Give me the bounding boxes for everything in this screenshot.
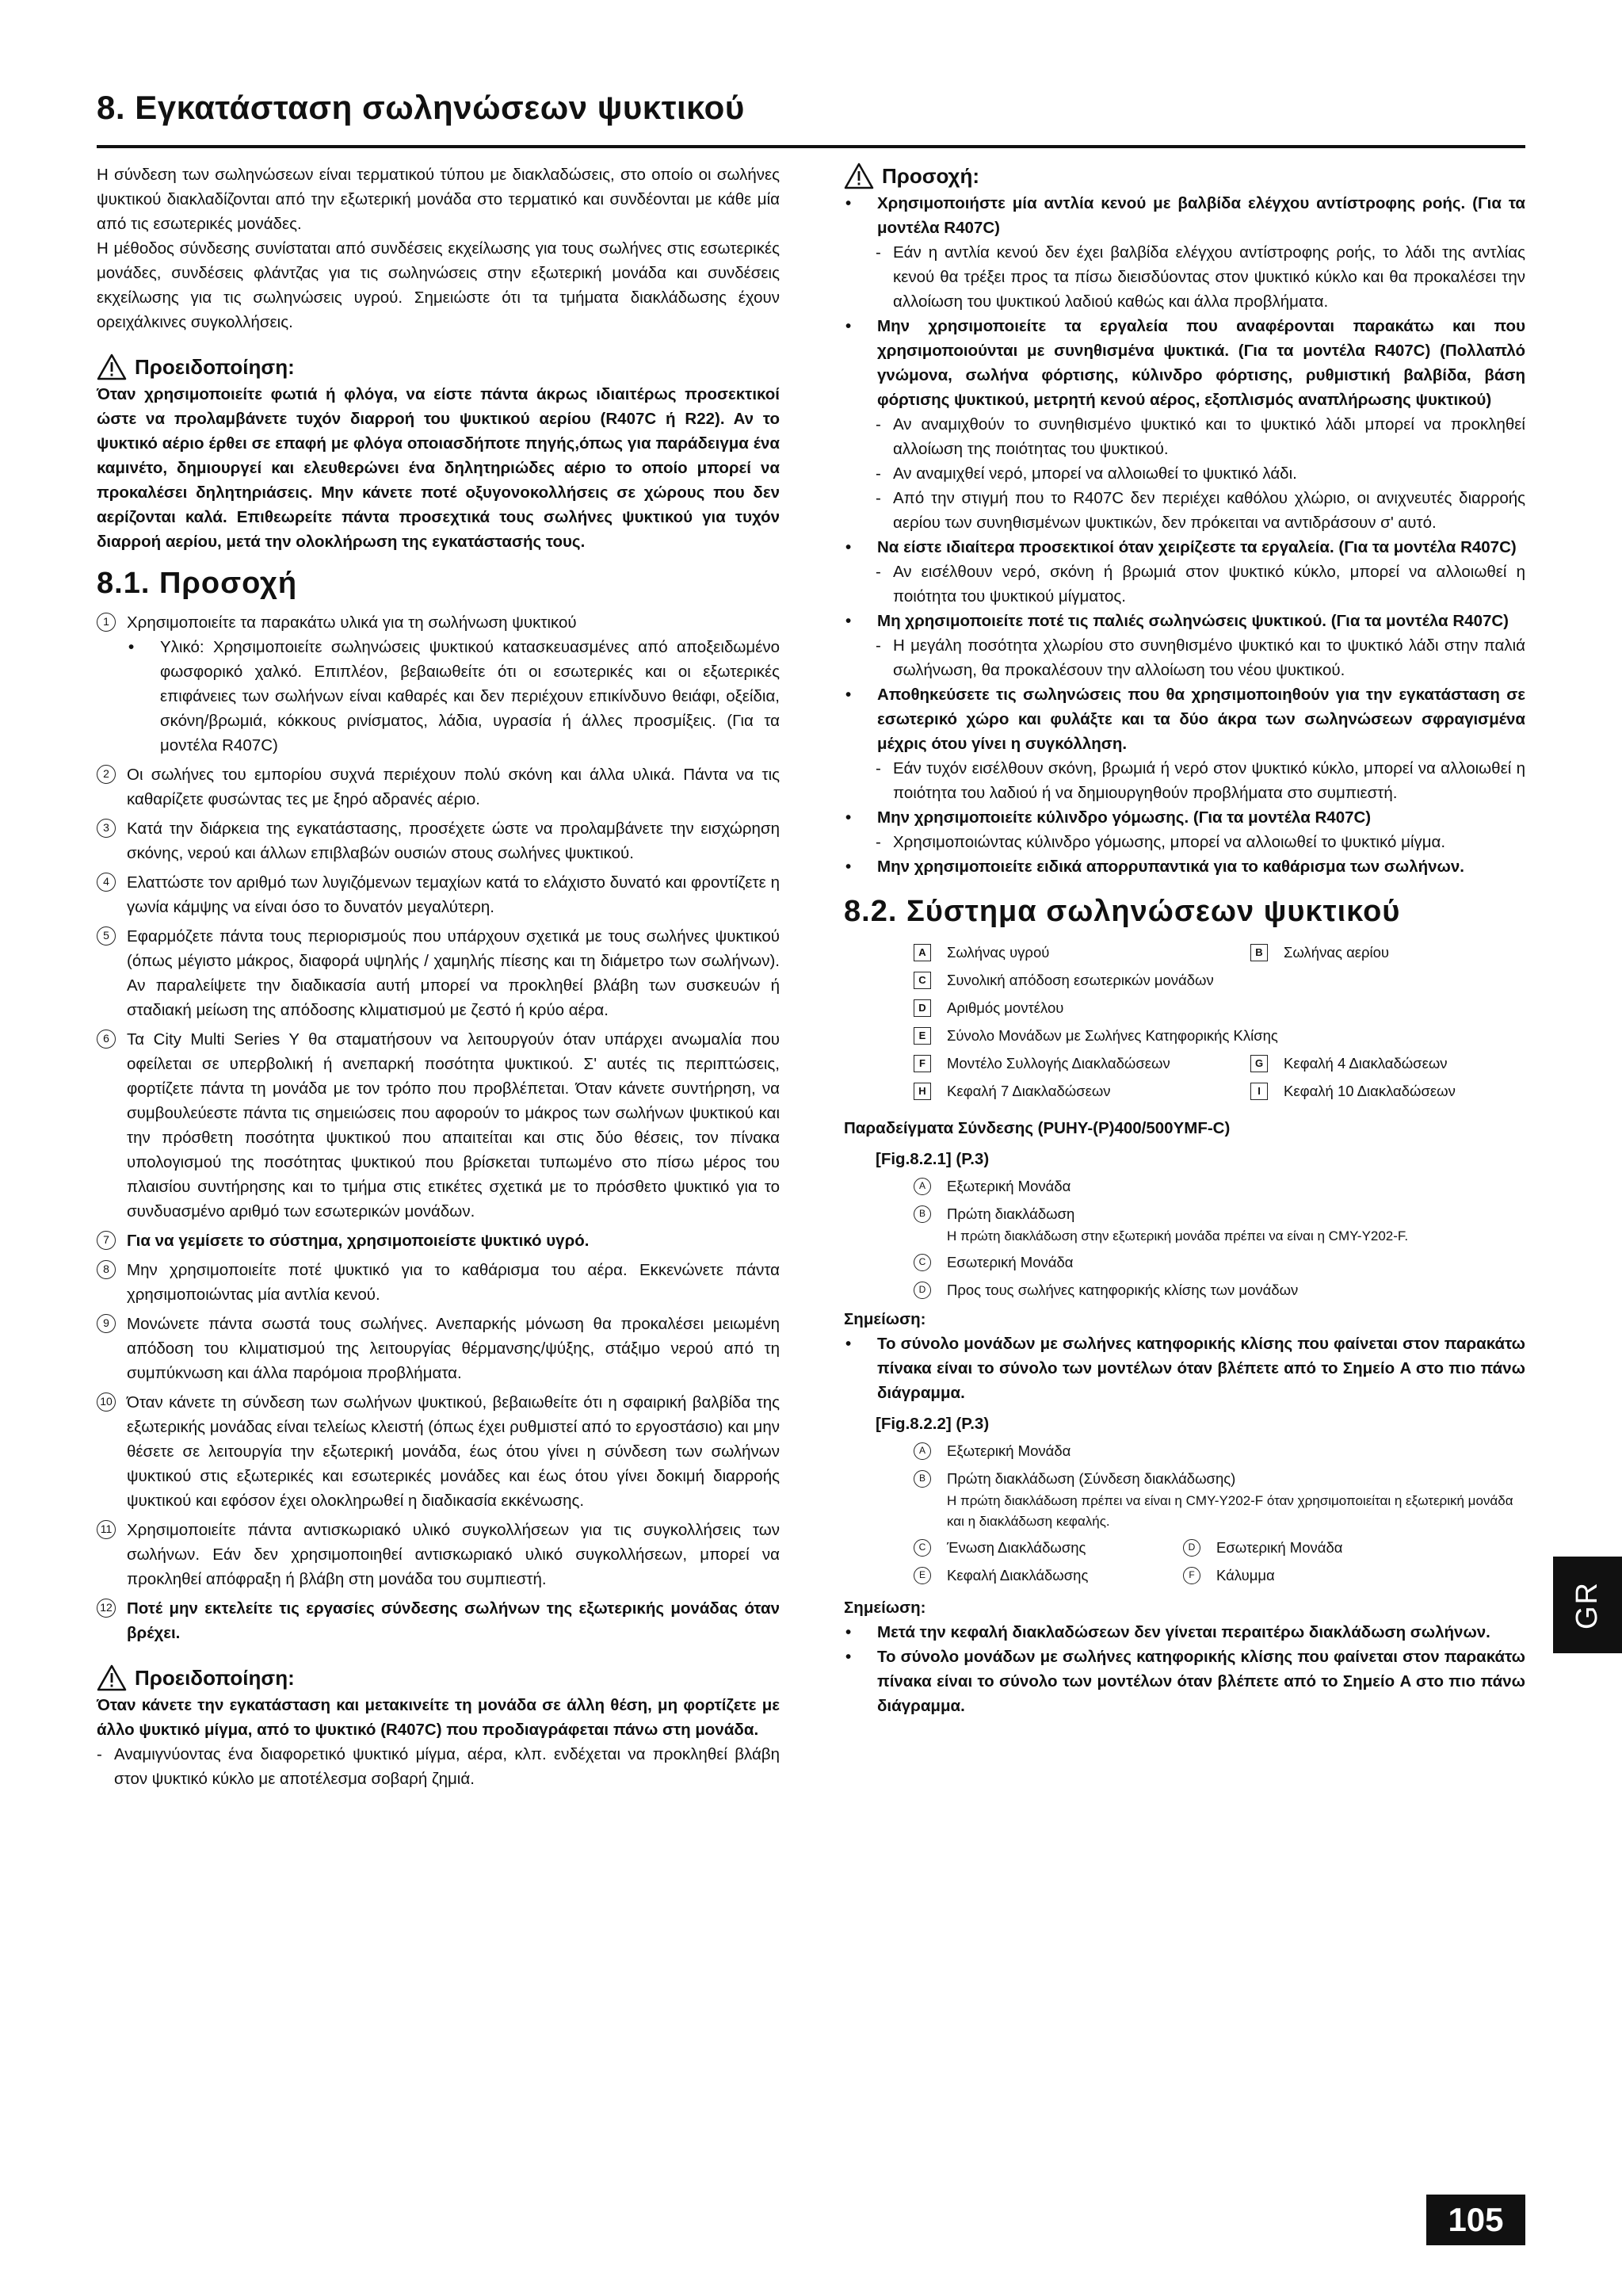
item-number: 12 [97,1599,116,1618]
figure-legend-item [914,1251,1525,1274]
dash-item: - Από την στιγμή που το R407C δεν περιέχει καθόλου χλώριο, οι ανιχνευτές διαρροής αερίου των συνηθισμένων ψυκτικών, δεν πρόκειται να αντιδράσουν σ' αυτό. [876,486,1525,535]
list-item [97,816,780,865]
legend-key-icon: C [914,1254,931,1271]
figure-legend-item [914,1278,1525,1302]
legend-text: Σωλήνας αερίου [1284,944,1390,961]
caution-bullet [844,535,1525,560]
legend-text: Αριθμός μοντέλου [947,999,1064,1016]
warning-heading [97,353,780,380]
legend-text: Εξωτερική Μονάδα [947,1442,1071,1459]
item-text: Χρησιμοποιείτε πάντα αντισκωριακό υλικό συγκολλήσεων για τις συγκολλήσεις των σωλήνων. Εάν δεν χρησιμοποιηθεί αντισκωριακό υλικό συγκολλήσεων, μπορεί να προκληθεί απόφραξη ή βλάβη στη μονάδα του συμπιεστή. [127,1521,780,1588]
item-text: Εφαρμόζετε πάντα τους περιορισμούς που υπάρχουν σχετικά με τους σωλήνες ψυκτικού (όπως μέγιστο μάκρος, διαφορά υψηλής / χαμηλής πίεσης και τη διάμετρο των σωλήνων). Αν παραλείψετε την διαδικασία αυτή μπορεί να προκληθεί βλάβη των συσκευών ή σταδιακή μείωση της απόδοσης κλιματισμού με ζεστό ή κρύο αέρα. [127,927,780,1019]
legend-note: Η πρώτη διακλάδωση πρέπει να είναι η CMY-Y202-F όταν χρησιμοποιείται η εξωτερική μονάδα και η διακλάδωση κεφαλής. [947,1493,1513,1529]
figure-legend-item [914,1175,1525,1198]
legend-key-icon: A [914,1442,931,1460]
legend-item [914,966,1214,994]
bullet-dot-icon: • [845,612,852,630]
figure-legend-item [914,1564,1183,1587]
legend-key-icon: D [914,999,931,1017]
legend-text: Σύνολο Μονάδων με Σωλήνες Κατηφορικής Κλίσης [947,1027,1278,1044]
intro-paragraph: Η σύνδεση των σωληνώσεων είναι τερματικού τύπου με διακλαδώσεις, στο οποίο οι σωλήνες ψυκτικού διακλαδίζονται από την εξωτερική μονάδα στο τερματικό και συνδέονται με κάθε μία από τις εσωτερικές μονάδες. [97,166,780,233]
figure-reference: [Fig.8.2.1] (P.3) [876,1150,990,1168]
item-number: 1 [97,613,116,632]
note-text: Το σύνολο μονάδων με σωλήνες κατηφορικής κλίσης που φαίνεται στον παρακάτω πίνακα είναι το σύνολο των μοντέλων όταν βλέπετε από το Σημείο A στο πιο πάνω διάγραμμα. [877,1335,1525,1402]
legend-key-icon: F [1183,1567,1200,1584]
dash-item: - Εάν η αντλία κενού δεν έχει βαλβίδα ελέγχου αντίστροφης ροής, το λάδι της αντλίας κενού θα τρέξει προς τα πίσω διεισδύοντας στον ψυκτικό κύκλο και θα προκαλέσει την αλλοίωση του ψυκτικού λαδιού καθώς και άλλα προβλήματα. [876,240,1525,314]
item-text: Μονώνετε πάντα σωστά τους σωλήνες. Ανεπαρκής μόνωση θα προκαλέσει μειωμένη απόδοση του κλιματισμού της λειτουργίας θέρμανσης/ψύξης, στάξιμο νερού από τη συμπύκνωση και άλλα παρόμοια προβλήματα. [127,1315,780,1382]
list-item [97,1390,780,1513]
warning-triangle-icon [844,162,874,189]
legend-text: Ένωση Διακλάδωσης [947,1539,1086,1556]
list-item [97,1228,780,1253]
sub-bullet [127,635,780,758]
dash-text: Χρησιμοποιώντας κύλινδρο γόμωσης, μπορεί να αλλοιωθεί το ψυκτικό μίγμα. [893,833,1446,851]
legend-text: Πρώτη διακλάδωση (Σύνδεση διακλάδωσης) [947,1470,1236,1487]
warning-text: Όταν χρησιμοποιείτε φωτιά ή φλόγα, να είστε πάντα άκρως ιδιαιτέρως προσεκτικοί ώστε να προλαμβάνετε τυχόν διαρροή του ψυκτικού αερίου (R407C ή R22). Αν το ψυκτικό αέριο έρθει σε επαφή με φλόγα οποιασδήποτε πηγής,όπως για παράδειγμα ένα καμινέτο, δημιουργεί και ελευθερώνει ένα δηλητηριώδες αέριο το οποίο μπορεί να προκαλέσει δηλητηριάσεις. Μην κάνετε ποτέ οξυγονοκολλήσεις σε χώρους που δεν αερίζονται καλά. Επιθεωρείτε πάντα προσεχτικά τους σωλήνες ψυκτικού για τυχόν διαρροή αερίου, μετά την ολοκλήρωση της εγκατάστασής τους. [97,385,780,551]
examples-title: Παραδείγματα Σύνδεσης (PUHY-(P)400/500YMF-C) [844,1119,1231,1137]
legend-item [914,938,1250,966]
item-text: Κατά την διάρκεια της εγκατάστασης, προσέχετε ώστε να προλαμβάνετε την εισχώρηση σκόνης, νερού και άλλων επιβλαβών ουσιών στους σωλήνες ψυκτικού. [127,819,780,862]
figure-legend [914,1175,1525,1302]
figure-legend-item [914,1439,1525,1463]
list-item [97,1518,780,1591]
item-number: 8 [97,1260,116,1279]
item-number: 6 [97,1030,116,1049]
legend-key-icon: I [1250,1083,1268,1100]
item-number: 7 [97,1231,116,1250]
bullet-dot-icon: • [845,858,852,876]
note-text: Μετά την κεφαλή διακλαδώσεων δεν γίνεται περαιτέρω διακλάδωση σωλήνων. [877,1623,1490,1641]
dash-item: - Αναμιγνύοντας ένα διαφορετικό ψυκτικό μίγμα, αέρα, κλπ. ενδέχεται να προκληθεί βλάβη στον ψυκτικό κύκλο με αποτέλεσμα σοβαρή ζημιά. [97,1742,780,1791]
page-title: 8. Εγκατάσταση σωληνώσεων ψυκτικού [97,89,745,126]
list-item [97,1312,780,1385]
figure-legend-item [1183,1536,1342,1560]
bullet-dot-icon: • [845,686,852,704]
bullet-dot-icon: • [845,538,852,556]
item-number: 2 [97,765,116,784]
bullet-text: Μην χρησιμοποιείτε τα εργαλεία που αναφέρονται παρακάτω και που χρησιμοποιούνται με συνηθισμένα ψυκτικά. (Για τα μοντέλα R407C) (Πολλαπλό γνώμονα, σωλήνα φόρτισης, κύλινδρο φόρτισης, ρυθμιστική βαλβίδα, βάση φόρτισης ψυκτικού, μετρητή κενού αέρος, εξοπλισμός αναπλήρωσης ψυκτικού) [877,317,1525,409]
legend-text: Κεφαλή 7 Διακλαδώσεων [947,1083,1111,1099]
caution-bullet [844,314,1525,412]
list-item [97,1596,780,1645]
figure-legend-item [1183,1564,1275,1587]
figure-reference: [Fig.8.2.2] (P.3) [876,1415,990,1433]
sub-bullet-text: Υλικό: Χρησιμοποιείτε σωληνώσεις ψυκτικού κατασκευασμένες από αποξειδωμένο φωσφορικό χαλκό. Επιπλέον, βεβαιωθείτε ότι οι εσωτερικές και οι εξωτερικές επιφάνειες των σωλήνων είναι καθαρές και δεν περιέχουν επικίνδυνο θειάφι, οξείδια, σκόνη/βρωμιά, κόκκους ρινίσματος, λάδια, υγρασία ή άλλες προσμίξεις. (Για τα μοντέλα R407C) [160,638,780,755]
dash-text: Αν αναμιχθούν το συνηθισμένο ψυκτικό και το ψυκτικό λάδι μπορεί να προκληθεί αλλοίωση της ποιότητας του ψυκτικού. [893,415,1525,458]
note-bullet [844,1620,1525,1645]
legend-key-icon: C [914,1539,931,1557]
caution-bullet [844,854,1525,879]
item-number: 3 [97,819,116,838]
legend-text: Κάλυμμα [1216,1567,1275,1584]
item-text: Μην χρησιμοποιείτε ποτέ ψυκτικό για το καθάρισμα του αέρα. Εκκενώνετε πάντα χρησιμοποιώντας μία αντλία κενού. [127,1261,780,1304]
dash-text: Η μεγάλη ποσότητα χλωρίου στο συνηθισμένο ψυκτικό και το ψυκτικό λάδι στην παλιά σωλήνωση, θα προκαλέσουν την αλλοίωση του νέου ψυκτικού. [893,636,1525,679]
legend-key-icon: B [914,1470,931,1488]
bullet-text: Χρησιμοποιήστε μία αντλία κενού με βαλβίδα ελέγχου αντίστροφης ροής. (Για τα μοντέλα R407C) [877,194,1525,237]
item-text: Για να γεμίσετε το σύστημα, χρησιμοποιείστε ψυκτικό υγρό. [127,1232,590,1250]
caution-title: Προσοχή: [882,163,979,188]
legend-text: Εσωτερική Μονάδα [947,1254,1074,1270]
legend-note: Η πρώτη διακλάδωση στην εξωτερική μονάδα πρέπει να είναι η CMY-Y202-F. [947,1228,1409,1244]
list-item [97,1258,780,1307]
figure-legend-item [914,1202,1525,1247]
section-heading-8-2: 8.2. Σύστημα σωληνώσεων ψυκτικού [844,895,1401,928]
warning-text: Όταν κάνετε την εγκατάσταση και μετακινείτε τη μονάδα σε άλλη θέση, μη φορτίζετε με άλλο ψυκτικό μίγμα, από το ψυκτικό (R407C) που προδιαγράφεται πάνω στη μονάδα. [97,1696,780,1739]
figure-legend [914,1439,1525,1587]
dash-item: - Χρησιμοποιώντας κύλινδρο γόμωσης, μπορεί να αλλοιωθεί το ψυκτικό μίγμα. [876,830,1525,854]
legend-item [914,1049,1250,1077]
item-text: Χρησιμοποιείτε τα παρακάτω υλικά για τη σωλήνωση ψυκτικού [127,613,577,632]
caution-heading [844,162,1525,189]
warning-title: Προειδοποίηση: [135,354,295,379]
title-rule [97,145,1525,148]
bullet-text: Μην χρησιμοποιείτε ειδικά απορρυπαντικά για το καθάρισμα των σωλήνων. [877,858,1464,876]
note-label: Σημείωση: [844,1310,926,1328]
item-number: 10 [97,1392,116,1412]
item-text: Όταν κάνετε τη σύνδεση των σωλήνων ψυκτικού, βεβαιωθείτε ότι η σφαιρική βαλβίδα της εξωτερικής μονάδας είναι τελείως κλειστή (όπως έχει ρυθμιστεί από το εργοστάσιο) και μην θέσετε σε λειτουργία την εξωτερική μονάδα, έως ότου γίνει η σύνδεση των σωλήνων ψυκτικού στις εξωτερικές και εσωτερικές μονάδες και έως ότου γίνει δοκιμή διαρροής ψυκτικού και εφόσον έχει ολοκληρωθεί η διαδικασία εκκένωσης. [127,1393,780,1510]
page-number: 105 [1426,2195,1525,2245]
note-text: Το σύνολο μονάδων με σωλήνες κατηφορικής κλίσης που φαίνεται στον παρακάτω πίνακα είναι το σύνολο των μοντέλων όταν βλέπετε από το Σημείο A στο πιο πάνω διάγραμμα. [877,1648,1525,1715]
dash-item: - Αν εισέλθουν νερό, σκόνη ή βρωμιά στον ψυκτικό κύκλο, μπορεί να αλλοιωθεί η ποιότητα του ψυκτικού μίγματος. [876,560,1525,609]
item-number: 11 [97,1520,116,1539]
figure-legend-item [914,1536,1183,1560]
item-text: Οι σωλήνες του εμπορίου συχνά περιέχουν πολύ σκόνη και άλλα υλικά. Πάντα να τις καθαρίζετε φυσώντας τες με ξηρό αδρανές αέριο. [127,766,780,808]
legend-text: Μοντέλο Συλλογής Διακλαδώσεων [947,1055,1170,1072]
list-item [97,762,780,812]
warning-triangle-icon [97,1664,127,1691]
legend [914,938,1525,1105]
figure-legend-item [914,1467,1525,1532]
dash-item: - Αν αναμιχθεί νερό, μπορεί να αλλοιωθεί το ψυκτικό λάδι. [876,461,1525,486]
dash-item: - Εάν τυχόν εισέλθουν σκόνη, βρωμιά ή νερό στον ψυκτικό κύκλο, μπορεί να αλλοιωθεί η ποιότητα του λαδιού ή να δημιουργηθούν προβλήματα στο συμπιεστή. [876,756,1525,805]
bullet-dot-icon: • [845,194,852,212]
legend-text: Πρώτη διακλάδωση [947,1205,1075,1222]
bullet-dot-icon: • [128,638,135,656]
legend-item [1250,938,1389,966]
legend-key-icon: H [914,1083,931,1100]
dash-item: - Η μεγάλη ποσότητα χλωρίου στο συνηθισμένο ψυκτικό και το ψυκτικό λάδι στην παλιά σωλήνωση, θα προκαλέσουν την αλλοίωση του νέου ψυκτικού. [876,633,1525,682]
item-number: 9 [97,1314,116,1333]
section-heading-8-1: 8.1. Προσοχή [97,567,298,600]
legend-text: Προς τους σωλήνες κατηφορικής κλίσης των μονάδων [947,1282,1299,1298]
legend-item [914,1077,1250,1105]
legend-text: Εξωτερική Μονάδα [947,1178,1071,1194]
item-text: Τα City Multi Series Y θα σταματήσουν να λειτουργούν όταν υπάρχει ανωμαλία που οφείλεται σε υπερβολική ή ανεπαρκή ποσότητα ψυκτικού. Σ' αυτές τις περιπτώσεις, φορτίζετε πάντα τη μονάδα με τον τρόπο που προβλέπεται. Όταν κάνετε συντήρηση, να συμβουλεύεστε πάντα τις σημειώσεις που αφορούν το μάκρος των σωλήνων ψυκτικού και την πρόσθετη ποσότητα ψυκτικού που απαιτείται και στις δύο θέσεις, τον πίνακα υπολογισμού της ποσότητας ψυκτικού που βρίσκεται τυπωμένο στο πίσω μέρος του πλαισίου συντήρησης και το τμήμα στις ετικέτες σχετικά με το πρόσθετο ψυκτικό για το συνδυασμένο αριθμό των εσωτερικών μονάδων. [127,1030,780,1221]
list-item [97,1027,780,1224]
language-tab-label: GR [1570,1580,1604,1629]
list-item [97,870,780,919]
legend-key-icon: E [914,1567,931,1584]
caution-bullet [844,805,1525,830]
warning-heading-2 [97,1664,780,1691]
item-number: 4 [97,873,116,892]
bullet-text: Μην χρησιμοποιείτε κύλινδρο γόμωσης. (Για τα μοντέλα R407C) [877,808,1372,827]
left-column [97,162,780,1791]
item-text: Ποτέ μην εκτελείτε τις εργασίες σύνδεσης σωλήνων της εξωτερικής μονάδας όταν βρέχει. [127,1599,780,1642]
dash-text: Αν αναμιχθεί νερό, μπορεί να αλλοιωθεί το ψυκτικό λάδι. [893,464,1297,483]
bullet-dot-icon: • [845,1648,852,1666]
item-number: 5 [97,926,116,946]
dash-text: Αναμιγνύοντας ένα διαφορετικό ψυκτικό μίγμα, αέρα, κλπ. ενδέχεται να προκληθεί βλάβη στον ψυκτικό κύκλο με αποτέλεσμα σοβαρή ζημιά. [114,1745,780,1788]
dash-text: Εάν η αντλία κενού δεν έχει βαλβίδα ελέγχου αντίστροφης ροής, το λάδι της αντλίας κενού θα τρέξει προς τα πίσω διεισδύοντας στον ψυκτικό κύκλο και θα προκαλέσει την αλλοίωση του ψυκτικού λαδιού καθώς και άλλα προβλήματα. [893,243,1525,311]
legend-text: Κεφαλή 10 Διακλαδώσεων [1284,1083,1456,1099]
note-label: Σημείωση: [844,1599,926,1617]
legend-item [1250,1049,1448,1077]
legend-text: Κεφαλή Διακλάδωσης [947,1567,1089,1584]
caution-bullet [844,191,1525,240]
dash-text: Εάν τυχόν εισέλθουν σκόνη, βρωμιά ή νερό στον ψυκτικό κύκλο, μπορεί να αλλοιωθεί η ποιότητα του λαδιού ή να δημιουργηθούν προβλήματα στο συμπιεστή. [893,759,1525,802]
legend-item [914,994,1063,1022]
bullet-dot-icon: • [845,317,852,335]
language-tab [1553,1557,1622,1653]
intro-paragraph-2: Η μέθοδος σύνδεσης συνίσταται από συνδέσεις εκχείλωσης για τους σωλήνες στις εσωτερικές μονάδες, συνδέσεις φλάντζας για τις σωληνώσεις στην εξωτερική μονάδα και συνδέσεις εκχείλωσης για τις σωληνώσεις υγρού. Σημειώστε ότι τα τμήματα διακλάδωσης έχουν ορειχάλκινες συγκολλήσεις. [97,239,780,331]
legend-key-icon: F [914,1055,931,1072]
warning-title: Προειδοποίηση: [135,1665,295,1690]
list-item [97,610,780,758]
legend-text: Κεφαλή 4 Διακλαδώσεων [1284,1055,1448,1072]
dash-text: Αν εισέλθουν νερό, σκόνη ή βρωμιά στον ψυκτικό κύκλο, μπορεί να αλλοιωθεί η ποιότητα του ψυκτικού μίγματος. [893,563,1525,606]
bullet-text: Να είστε ιδιαίτερα προσεκτικοί όταν χειρίζεστε τα εργαλεία. (Για τα μοντέλα R407C) [877,538,1517,556]
note-bullet [844,1331,1525,1405]
caution-bullet [844,609,1525,633]
item-text: Ελαττώστε τον αριθμό των λυγιζόμενων τεμαχίων κατά το ελάχιστο δυνατό και φροντίζετε η γωνία κάμψης να είναι όσο το δυνατόν μεγαλύτερη. [127,873,780,916]
right-column [844,162,1525,1718]
dash-text: Από την στιγμή που το R407C δεν περιέχει καθόλου χλώριο, οι ανιχνευτές διαρροής αερίου των συνηθισμένων ψυκτικών, δεν πρόκειται να αντιδράσουν σ' αυτό. [893,489,1525,532]
legend-text: Σωλήνας υγρού [947,944,1050,961]
bullet-text: Μη χρησιμοποιείτε ποτέ τις παλιές σωληνώσεις ψυκτικού. (Για τα μοντέλα R407C) [877,612,1509,630]
legend-key-icon: G [1250,1055,1268,1072]
legend-key-icon: D [1183,1539,1200,1557]
legend-item [1250,1077,1456,1105]
bullet-dot-icon: • [845,1335,852,1353]
legend-text: Συνολική απόδοση εσωτερικών μονάδων [947,972,1214,988]
warning-triangle-icon [97,353,127,380]
legend-key-icon: C [914,972,931,989]
legend-text: Εσωτερική Μονάδα [1216,1539,1343,1556]
note-bullet [844,1645,1525,1718]
list-item [97,924,780,1022]
legend-item [914,1022,1278,1049]
bullet-dot-icon: • [845,1623,852,1641]
legend-key-icon: A [914,944,931,961]
legend-key-icon: A [914,1178,931,1195]
dash-item: - Αν αναμιχθούν το συνηθισμένο ψυκτικό και το ψυκτικό λάδι μπορεί να προκληθεί αλλοίωση της ποιότητας του ψυκτικού. [876,412,1525,461]
legend-key-icon: B [914,1205,931,1223]
bullet-text: Αποθηκεύσετε τις σωληνώσεις που θα χρησιμοποιηθούν για την εγκατάσταση σε εσωτερικό χώρο και φυλάξτε και τα δύο άκρα των σωληνώσεων σφραγισμένα μέχρις ότου γίνει η συγκόλληση. [877,686,1525,753]
bullet-dot-icon: • [845,808,852,827]
caution-bullet [844,682,1525,756]
legend-key-icon: E [914,1027,931,1045]
legend-key-icon: B [1250,944,1268,961]
legend-key-icon: D [914,1282,931,1299]
